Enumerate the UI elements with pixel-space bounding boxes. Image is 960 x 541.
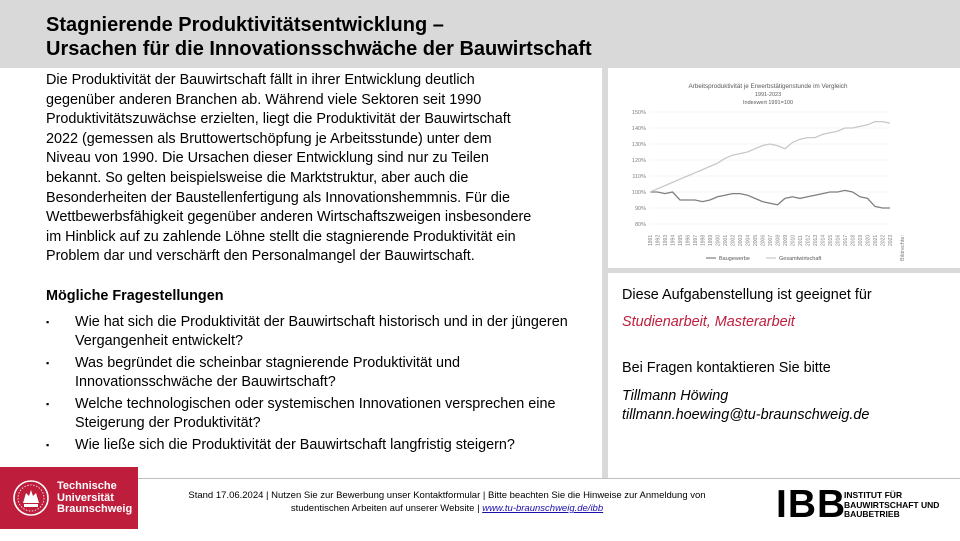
x-tick-label: 2001	[723, 234, 729, 246]
contact-name: Tillmann Höwing	[622, 388, 729, 404]
x-tick-label: 1996	[685, 234, 692, 246]
x-tick-label: 2015	[828, 234, 834, 246]
x-tick-label: 2005	[753, 234, 759, 246]
chart-note: Indexwert 1991=100	[743, 100, 793, 106]
ibb-name-line: BAUWIRTSCHAFT UND	[844, 499, 940, 510]
intro-line: Problem dar und verschärft den Personalmangel der Bauwirtschaft.	[46, 248, 475, 265]
chart-legend	[706, 256, 822, 262]
x-tick-label: 2008	[775, 234, 782, 246]
chart-subtitle: 1991-2023	[754, 92, 782, 98]
x-tick-label: 2013	[813, 234, 819, 246]
tu-braunschweig-logo[interactable]	[0, 467, 138, 529]
x-tick-label: 1999	[708, 234, 714, 246]
intro-line: Die Produktivität der Bauwirtschaft fällt in ihrer Entwicklung deutlich	[46, 72, 475, 88]
intro-line: im Hinblick auf zu zahlende Löhne stellt die stagnierende Produktivität ein	[46, 228, 516, 245]
x-tick-label: 1997	[693, 234, 699, 246]
intro-line: bekannt. So gelten beispielsweise die Marktstruktur, aber auch die	[46, 169, 469, 186]
question-text: Was begründet die scheinbar stagnierende Produktivität und Innovationsschwäche der Bauwirtschaft?	[75, 355, 461, 390]
x-tick-label: 2017	[843, 234, 849, 246]
x-tick-label: 2023	[888, 234, 894, 246]
tu-name-line: Braunschweig	[57, 503, 133, 515]
right-column	[608, 68, 960, 478]
x-tick-label: 2009	[783, 234, 789, 246]
website-link[interactable]: www.tu-braunschweig.de/ibb	[482, 503, 604, 514]
chart-svg	[618, 76, 908, 266]
footer-note	[142, 489, 752, 515]
bullet-icon: ▪	[46, 440, 50, 450]
productivity-chart	[618, 76, 908, 266]
tu-seal-icon	[12, 479, 50, 517]
chart-title: Arbeitsproduktivität je Erwerbstätigenstunde im Vergleich	[688, 83, 848, 90]
questions-list	[46, 313, 591, 458]
y-tick-label: 130%	[631, 142, 646, 148]
title-bar	[0, 0, 960, 68]
x-tick-label: 1995	[678, 234, 684, 246]
x-tick-label: 2006	[760, 234, 767, 246]
y-tick-label: 110%	[632, 174, 646, 180]
ibb-name-line: BAUBETRIEB	[844, 509, 900, 519]
x-tick-label: 2019	[858, 234, 864, 246]
x-tick-label: 2002	[730, 234, 737, 246]
intro-line: Wettbewerbsfähigkeit gegenüber anderen Wirtschaftszweigen insbesondere	[46, 209, 532, 226]
x-tick-label: 2018	[850, 234, 857, 246]
intro-line: Niveau von 1990. Die Ursachen dieser Entwicklung sind nur zu Teilen	[46, 150, 489, 167]
series-line-gesamtwirtschaft	[650, 122, 890, 192]
x-tick-label: 2000	[715, 234, 722, 246]
ibb-institute-name	[844, 491, 939, 520]
x-tick-label: 1993	[663, 234, 669, 246]
legend-label-gesamtwirtschaft: Gesamtwirtschaft	[779, 256, 822, 262]
intro-line: Produktivitätszuwächse erzielten, liegt die Produktivität der Bauwirtschaft	[46, 111, 511, 128]
page-title	[46, 13, 592, 61]
intro-line: gegenüber anderen Branchen ab. Während viele Sektoren seit 1990	[46, 91, 482, 108]
chart-grid	[650, 112, 890, 224]
x-tick-label: 2012	[805, 234, 812, 246]
bullet-icon: ▪	[46, 317, 50, 327]
x-tick-label: 1994	[670, 234, 677, 246]
series-line-baugewerbe	[650, 190, 890, 208]
page-title-line-1: Stagnierende Produktivitätsentwicklung –	[46, 14, 444, 36]
footer	[0, 478, 960, 541]
intro-line: 2022 (gemessen als Bruttowertschöpfung je Arbeitsstunde) unter dem	[46, 130, 492, 147]
question-item	[46, 436, 591, 455]
question-text: Welche technologischen oder systemischen Innovationen versprechen eine Steigerung der Produktivität?	[75, 396, 556, 431]
x-tick-label: 1991	[648, 234, 654, 246]
suitable-value: Studienarbeit, Masterarbeit	[622, 314, 795, 330]
contact-email[interactable]: tillmann.hoewing@tu-braunschweig.de	[622, 407, 870, 423]
footer-line-1: Stand 17.06.2024 | Nutzen Sie zur Bewerbung unser Kontaktformular | Bitte beachten Sie die Hinweise zur Anmeldung von	[188, 490, 706, 501]
question-item	[46, 313, 591, 351]
x-tick-label: 1992	[655, 234, 662, 246]
x-tick-label: 2003	[738, 234, 744, 246]
ibb-name-line: INSTITUT FÜR	[844, 490, 903, 500]
intro-line: Besonderheiten der Baustellenfertigung als Innovationshemmnis. Für die	[46, 189, 510, 206]
ibb-mark: IBB	[776, 483, 847, 526]
chart-series	[650, 122, 890, 208]
y-tick-label: 90%	[634, 206, 646, 212]
chart-x-ticks	[648, 235, 894, 246]
y-tick-label: 80%	[634, 222, 646, 228]
y-tick-label: 120%	[631, 158, 646, 164]
footer-line-2	[142, 502, 752, 515]
chart-source-label: Bildrechte:	[900, 235, 906, 261]
x-tick-label: 2022	[880, 234, 887, 246]
tu-name	[57, 481, 132, 516]
question-item	[46, 395, 591, 433]
x-tick-label: 1998	[700, 234, 707, 246]
tu-name-line: Universität	[57, 491, 114, 504]
x-tick-label: 2011	[798, 235, 804, 246]
question-text: Wie ließe sich die Produktivität der Bauwirtschaft langfristig steigern?	[75, 437, 515, 453]
bullet-icon: ▪	[46, 358, 50, 368]
bullet-icon: ▪	[46, 399, 50, 409]
tu-name-line: Technische	[57, 480, 117, 492]
x-tick-label: 2004	[745, 234, 752, 246]
left-column	[0, 68, 601, 478]
page-title-line-2: Ursachen für die Innovationsschwäche der Bauwirtschaft	[46, 38, 592, 60]
question-item	[46, 354, 591, 392]
y-tick-label: 100%	[631, 190, 646, 196]
x-tick-label: 2010	[790, 234, 797, 246]
y-tick-label: 140%	[631, 126, 646, 132]
y-tick-label: 150%	[631, 110, 646, 116]
suitable-label: Diese Aufgabenstellung ist geeignet für	[622, 287, 872, 303]
chart-y-ticks	[632, 110, 646, 228]
questions-heading: Mögliche Fragestellungen	[46, 288, 224, 304]
legend-label-baugewerbe: Baugewerbe	[719, 256, 750, 262]
x-tick-label: 2016	[835, 234, 842, 246]
x-tick-label: 2020	[865, 234, 872, 246]
question-text: Wie hat sich die Produktivität der Bauwirtschaft historisch und in der jüngeren Vergangenheit entwickelt?	[75, 314, 568, 349]
x-tick-label: 2014	[820, 234, 827, 246]
x-tick-label: 2007	[768, 234, 774, 246]
horizontal-divider	[608, 268, 960, 273]
x-tick-label: 2021	[873, 234, 879, 246]
footer-line-2-text: studentischen Arbeiten auf unserer Website |	[290, 503, 483, 514]
contact-label: Bei Fragen kontaktieren Sie bitte	[622, 360, 831, 376]
ibb-logo[interactable]	[776, 485, 956, 525]
intro-text	[46, 71, 591, 267]
